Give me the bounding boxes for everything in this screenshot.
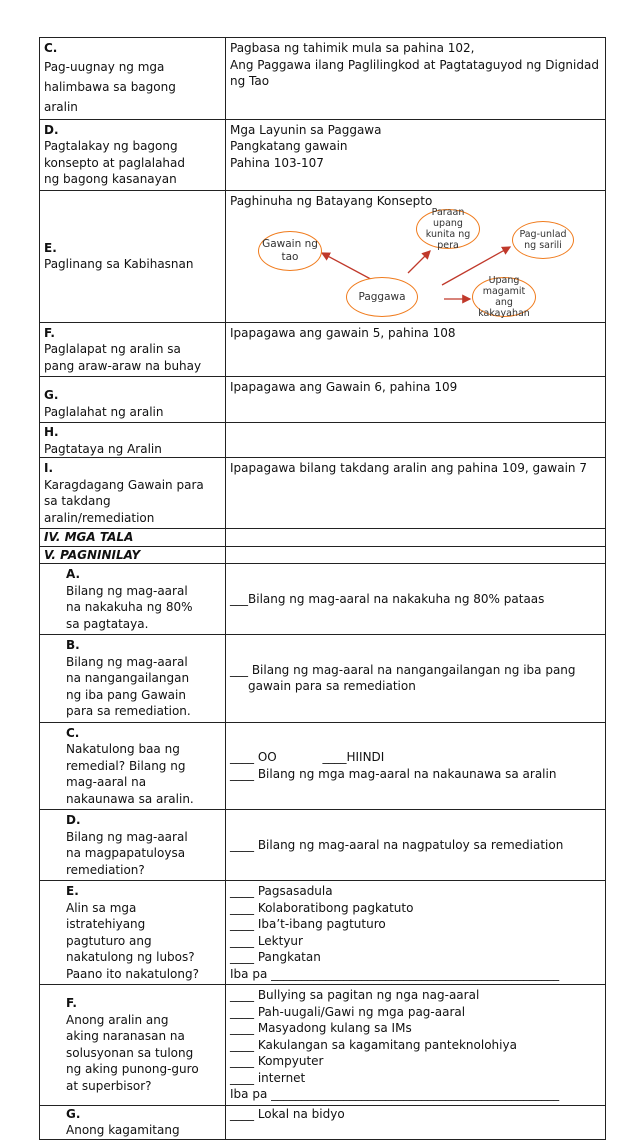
row-content: Ang Paggawa ilang Paglilingkod at Pagtataguyod ng Dignidad ng Tao bbox=[230, 57, 599, 88]
row-content: ____ OO ____HIINDI bbox=[230, 750, 385, 765]
row-label: Paglalahat ng aralin bbox=[44, 404, 164, 419]
row-letter: F. bbox=[66, 996, 77, 1011]
row-content: Iba pa ________________________________________________ bbox=[230, 1087, 560, 1101]
table-row bbox=[40, 881, 606, 985]
table-row bbox=[40, 635, 606, 723]
diagram-node: Upang magamit ang kakayahan bbox=[472, 277, 536, 317]
row-content: ____ internet bbox=[230, 1070, 306, 1085]
row-label: Alin sa mga istratehiyang pagtuturo ang nakatulong ng lubos? Paano ito nakatulong? bbox=[66, 900, 199, 981]
row-content: Pangkatang gawain bbox=[230, 139, 348, 153]
row-content: ____ Lektyur bbox=[230, 933, 303, 948]
row-letter: C. bbox=[66, 725, 80, 740]
table-row bbox=[40, 423, 606, 458]
row-content: Ipapagawa ang Gawain 6, pahina 109 bbox=[230, 380, 458, 394]
table-row bbox=[40, 810, 606, 881]
table-row bbox=[40, 564, 606, 635]
row-letter: G. bbox=[66, 1106, 81, 1121]
row-content: ____ Bullying sa pagitan ng nga nag-aaral bbox=[230, 988, 480, 1002]
row-label: Pagtalakay ng bagong konsepto at paglalahad ng bagong kasanayan bbox=[44, 139, 185, 186]
table-row bbox=[40, 190, 606, 322]
row-letter: E. bbox=[44, 240, 57, 255]
diagram-node: Paraan upang kunita ng pera bbox=[416, 209, 480, 249]
row-letter: C. bbox=[44, 41, 58, 55]
table-row bbox=[40, 985, 606, 1106]
table-row bbox=[40, 458, 606, 529]
table-row bbox=[40, 38, 606, 120]
row-label: Nakatulong baa ng remedial? Bilang ng mag-aaral na nakaunawa sa aralin. bbox=[66, 742, 194, 806]
table-row bbox=[40, 119, 606, 190]
row-label: Bilang ng mag-aaral na magpapatuloysa remediation? bbox=[66, 829, 188, 877]
row-content: ____ Kolaboratibong pagkatuto bbox=[230, 900, 414, 915]
section-heading: V. PAGNINILAY bbox=[40, 546, 226, 564]
table-row bbox=[40, 322, 606, 377]
row-label: Anong aralin ang aking naranasan na solusyonan sa tulong ng aking punong-guro at superbisor? bbox=[66, 1012, 199, 1093]
row-content: ____ Pah-uugali/Gawi ng mga pag-aaral bbox=[230, 1004, 466, 1019]
row-content: gawain para sa remediation bbox=[248, 679, 416, 694]
row-label: Bilang ng mag-aaral na nakakuha ng 80% sa pagtataya. bbox=[66, 583, 193, 631]
lesson-plan-table bbox=[39, 37, 606, 1140]
row-letter: G. bbox=[44, 388, 59, 402]
diagram-center-node: Paggawa bbox=[346, 277, 418, 317]
row-letter: D. bbox=[44, 122, 59, 137]
row-content: Mga Layunin sa Paggawa bbox=[230, 122, 382, 137]
row-label: Paglalapat ng aralin sa pang araw-araw na buhay bbox=[44, 342, 202, 373]
row-content: ___Bilang ng mag-aaral na nakakuha ng 80% pataas bbox=[230, 591, 545, 606]
row-label: Paglinang sa Kabihasnan bbox=[44, 257, 194, 271]
row-letter: E. bbox=[66, 884, 79, 898]
row-content: ____ Masyadong kulang sa IMs bbox=[230, 1021, 412, 1035]
section-row bbox=[40, 546, 606, 564]
row-letter: F. bbox=[44, 325, 55, 340]
row-content: ____ Bilang ng mag-aaral na nagpatuloy sa remediation bbox=[230, 837, 564, 852]
row-label: Pagtataya ng Aralin bbox=[44, 441, 162, 456]
row-letter: H. bbox=[44, 425, 59, 439]
table-row bbox=[40, 1105, 606, 1139]
row-content: ____ Pangkatan bbox=[230, 950, 321, 964]
row-content: ____ Pagsasadula bbox=[230, 884, 333, 898]
row-label: Bilang ng mag-aaral na nangangailangan ng iba pang Gawain para sa remediation. bbox=[66, 654, 191, 718]
row-letter: D. bbox=[66, 813, 81, 827]
diagram-node: Pag-unlad ng sarili bbox=[512, 221, 574, 259]
row-content: ___ Bilang ng mag-aaral na nangangailangan ng iba pang bbox=[230, 662, 576, 677]
row-content: ____ Bilang ng mga mag-aaral na nakaunawa sa aralin bbox=[230, 766, 557, 781]
table-row bbox=[40, 377, 606, 423]
section-heading: IV. MGA TALA bbox=[40, 529, 226, 547]
concept-diagram bbox=[230, 209, 601, 319]
row-label: Pag-uugnay ng mga halimbawa sa bagong aralin bbox=[44, 59, 176, 114]
row-content: Pahina 103-107 bbox=[230, 155, 324, 170]
row-letter: A. bbox=[66, 567, 81, 581]
row-content: ____ Iba’t-ibang pagtuturo bbox=[230, 917, 386, 931]
row-content: Iba pa ________________________________________________ bbox=[230, 966, 560, 981]
row-letter: B. bbox=[66, 638, 80, 652]
row-content: Ipapagawa ang gawain 5, pahina 108 bbox=[230, 325, 456, 340]
section-row bbox=[40, 529, 606, 547]
row-label: Karagdagang Gawain para sa takdang aralin/remediation bbox=[44, 477, 204, 525]
row-content: ____ Kakulangan sa kagamitang panteknolohiya bbox=[230, 1037, 517, 1052]
diagram-node: Gawain ng tao bbox=[258, 231, 322, 271]
row-label: Anong kagamitang bbox=[66, 1123, 180, 1137]
row-content: Pagbasa ng tahimik mula sa pahina 102, bbox=[230, 41, 475, 55]
table-row bbox=[40, 722, 606, 810]
row-content: ____ Lokal na bidyo bbox=[230, 1106, 345, 1121]
row-content: ____ Kompyuter bbox=[230, 1054, 324, 1068]
row-content: Ipapagawa bilang takdang aralin ang pahina 109, gawain 7 bbox=[230, 461, 587, 475]
row-content: Paghinuha ng Batayang Konsepto bbox=[230, 193, 433, 208]
row-letter: I. bbox=[44, 461, 54, 475]
